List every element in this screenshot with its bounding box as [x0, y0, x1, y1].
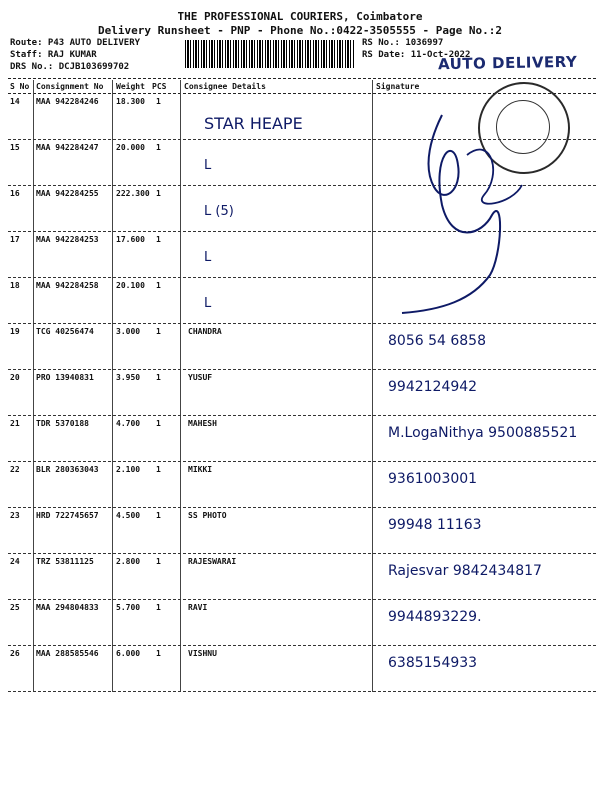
row-pcs: 1 [156, 511, 161, 520]
row-sno: 23 [10, 511, 20, 520]
row-consignment-no: TDR 5370188 [36, 419, 89, 428]
row-sno: 21 [10, 419, 20, 428]
row-sno: 19 [10, 327, 20, 336]
table-row [8, 600, 596, 646]
col-consignee: Consignee Details [184, 82, 266, 91]
row-pcs: 1 [156, 373, 161, 382]
table-row [8, 324, 596, 370]
row-weight: 6.000 [116, 649, 141, 658]
row-signature: M.LogaNithya 9500885521 [388, 425, 578, 441]
document-subtitle: Delivery Runsheet - PNP - Phone No.:0422-3505555 - Page No.:2 [98, 24, 502, 37]
row-weight: 18.300 [116, 97, 145, 106]
row-signature: 9361003001 [388, 471, 478, 487]
row-pcs: 1 [156, 327, 161, 336]
row-pcs: 1 [156, 603, 161, 612]
row-consignee: MIKKI [188, 465, 213, 474]
row-sno: 17 [10, 235, 20, 244]
row-consignment-no: MAA 294804833 [36, 603, 99, 612]
row-weight: 3.000 [116, 327, 141, 336]
row-signature: 9944893229. [388, 609, 482, 625]
row-consignment-no: HRD 722745657 [36, 511, 99, 520]
row-sno: 14 [10, 97, 20, 106]
table-row [8, 370, 596, 416]
row-signature: 8056 54 6858 [388, 333, 486, 349]
row-sno: 16 [10, 189, 20, 198]
rs-number: RS No.: 1036997 [362, 38, 444, 48]
row-signature: Rajesvar 9842434817 [388, 563, 542, 579]
row-sno: 22 [10, 465, 20, 474]
row-weight: 20.100 [116, 281, 145, 290]
row-handwritten-note: L [204, 250, 212, 265]
row-consignee: SS PHOTO [188, 511, 227, 520]
col-sno: S No [10, 82, 30, 91]
row-pcs: 1 [156, 189, 161, 198]
row-pcs: 1 [156, 557, 161, 566]
row-divider [8, 691, 596, 692]
row-weight: 2.800 [116, 557, 141, 566]
route-label: Route: P43 AUTO DELIVERY [10, 38, 141, 48]
row-consignee: CHANDRA [188, 327, 222, 336]
row-signature: 6385154933 [388, 655, 478, 671]
row-consignment-no: PRO 13940831 [36, 373, 94, 382]
row-consignment-no: MAA 942284255 [36, 189, 99, 198]
row-consignment-no: MAA 942284246 [36, 97, 99, 106]
row-consignment-no: MAA 942284247 [36, 143, 99, 152]
row-sno: 15 [10, 143, 20, 152]
rs-date: RS Date: 11-Oct-2022 [362, 50, 471, 60]
row-signature: 9942124942 [388, 379, 478, 395]
table-row [8, 462, 596, 508]
row-weight: 3.950 [116, 373, 141, 382]
barcode [185, 40, 355, 68]
row-weight: 4.700 [116, 419, 141, 428]
table-row [8, 508, 596, 554]
col-weight: Weight [116, 82, 145, 91]
row-consignment-no: TRZ 53811125 [36, 557, 94, 566]
row-handwritten-note: STAR HEAPE [204, 114, 303, 133]
drs-label: DRS No.: DCJB103699702 [10, 62, 130, 72]
row-consignment-no: MAA 942284253 [36, 235, 99, 244]
row-sno: 26 [10, 649, 20, 658]
row-consignee: VISHNU [188, 649, 217, 658]
table-row [8, 554, 596, 600]
row-pcs: 1 [156, 649, 161, 658]
row-handwritten-note: L [204, 296, 212, 311]
auto-delivery-stamp: AUTO DELIVERY [437, 52, 578, 74]
row-weight: 222.300 [116, 189, 150, 198]
row-weight: 2.100 [116, 465, 141, 474]
table-row [8, 416, 596, 462]
row-handwritten-note: L (5) [204, 204, 234, 219]
row-consignee: RAVI [188, 603, 208, 612]
document-title: THE PROFESSIONAL COURIERS, Coimbatore [177, 10, 423, 23]
staff-label: Staff: RAJ KUMAR [10, 50, 97, 60]
col-pcs: PCS [152, 82, 167, 91]
row-consignee: MAHESH [188, 419, 217, 428]
delivery-signature-scribble [372, 95, 600, 320]
row-consignment-no: MAA 288585546 [36, 649, 99, 658]
row-consignee: YUSUF [188, 373, 213, 382]
row-consignment-no: BLR 280363043 [36, 465, 99, 474]
row-pcs: 1 [156, 235, 161, 244]
row-pcs: 1 [156, 465, 161, 474]
row-consignee: RAJESWARAI [188, 557, 237, 566]
row-pcs: 1 [156, 419, 161, 428]
row-pcs: 1 [156, 143, 161, 152]
row-signature: 99948 11163 [388, 517, 482, 533]
row-weight: 20.000 [116, 143, 145, 152]
row-sno: 20 [10, 373, 20, 382]
row-sno: 25 [10, 603, 20, 612]
row-consignment-no: MAA 942284258 [36, 281, 99, 290]
header-top-rule [8, 78, 596, 79]
row-consignment-no: TCG 40256474 [36, 327, 94, 336]
row-handwritten-note: L [204, 158, 212, 173]
row-pcs: 1 [156, 97, 161, 106]
table-row [8, 646, 596, 692]
row-pcs: 1 [156, 281, 161, 290]
col-signature: Signature [376, 82, 420, 91]
row-sno: 24 [10, 557, 20, 566]
row-weight: 5.700 [116, 603, 141, 612]
row-weight: 4.500 [116, 511, 141, 520]
col-consignment: Consignment No [36, 82, 104, 91]
row-sno: 18 [10, 281, 20, 290]
row-weight: 17.600 [116, 235, 145, 244]
